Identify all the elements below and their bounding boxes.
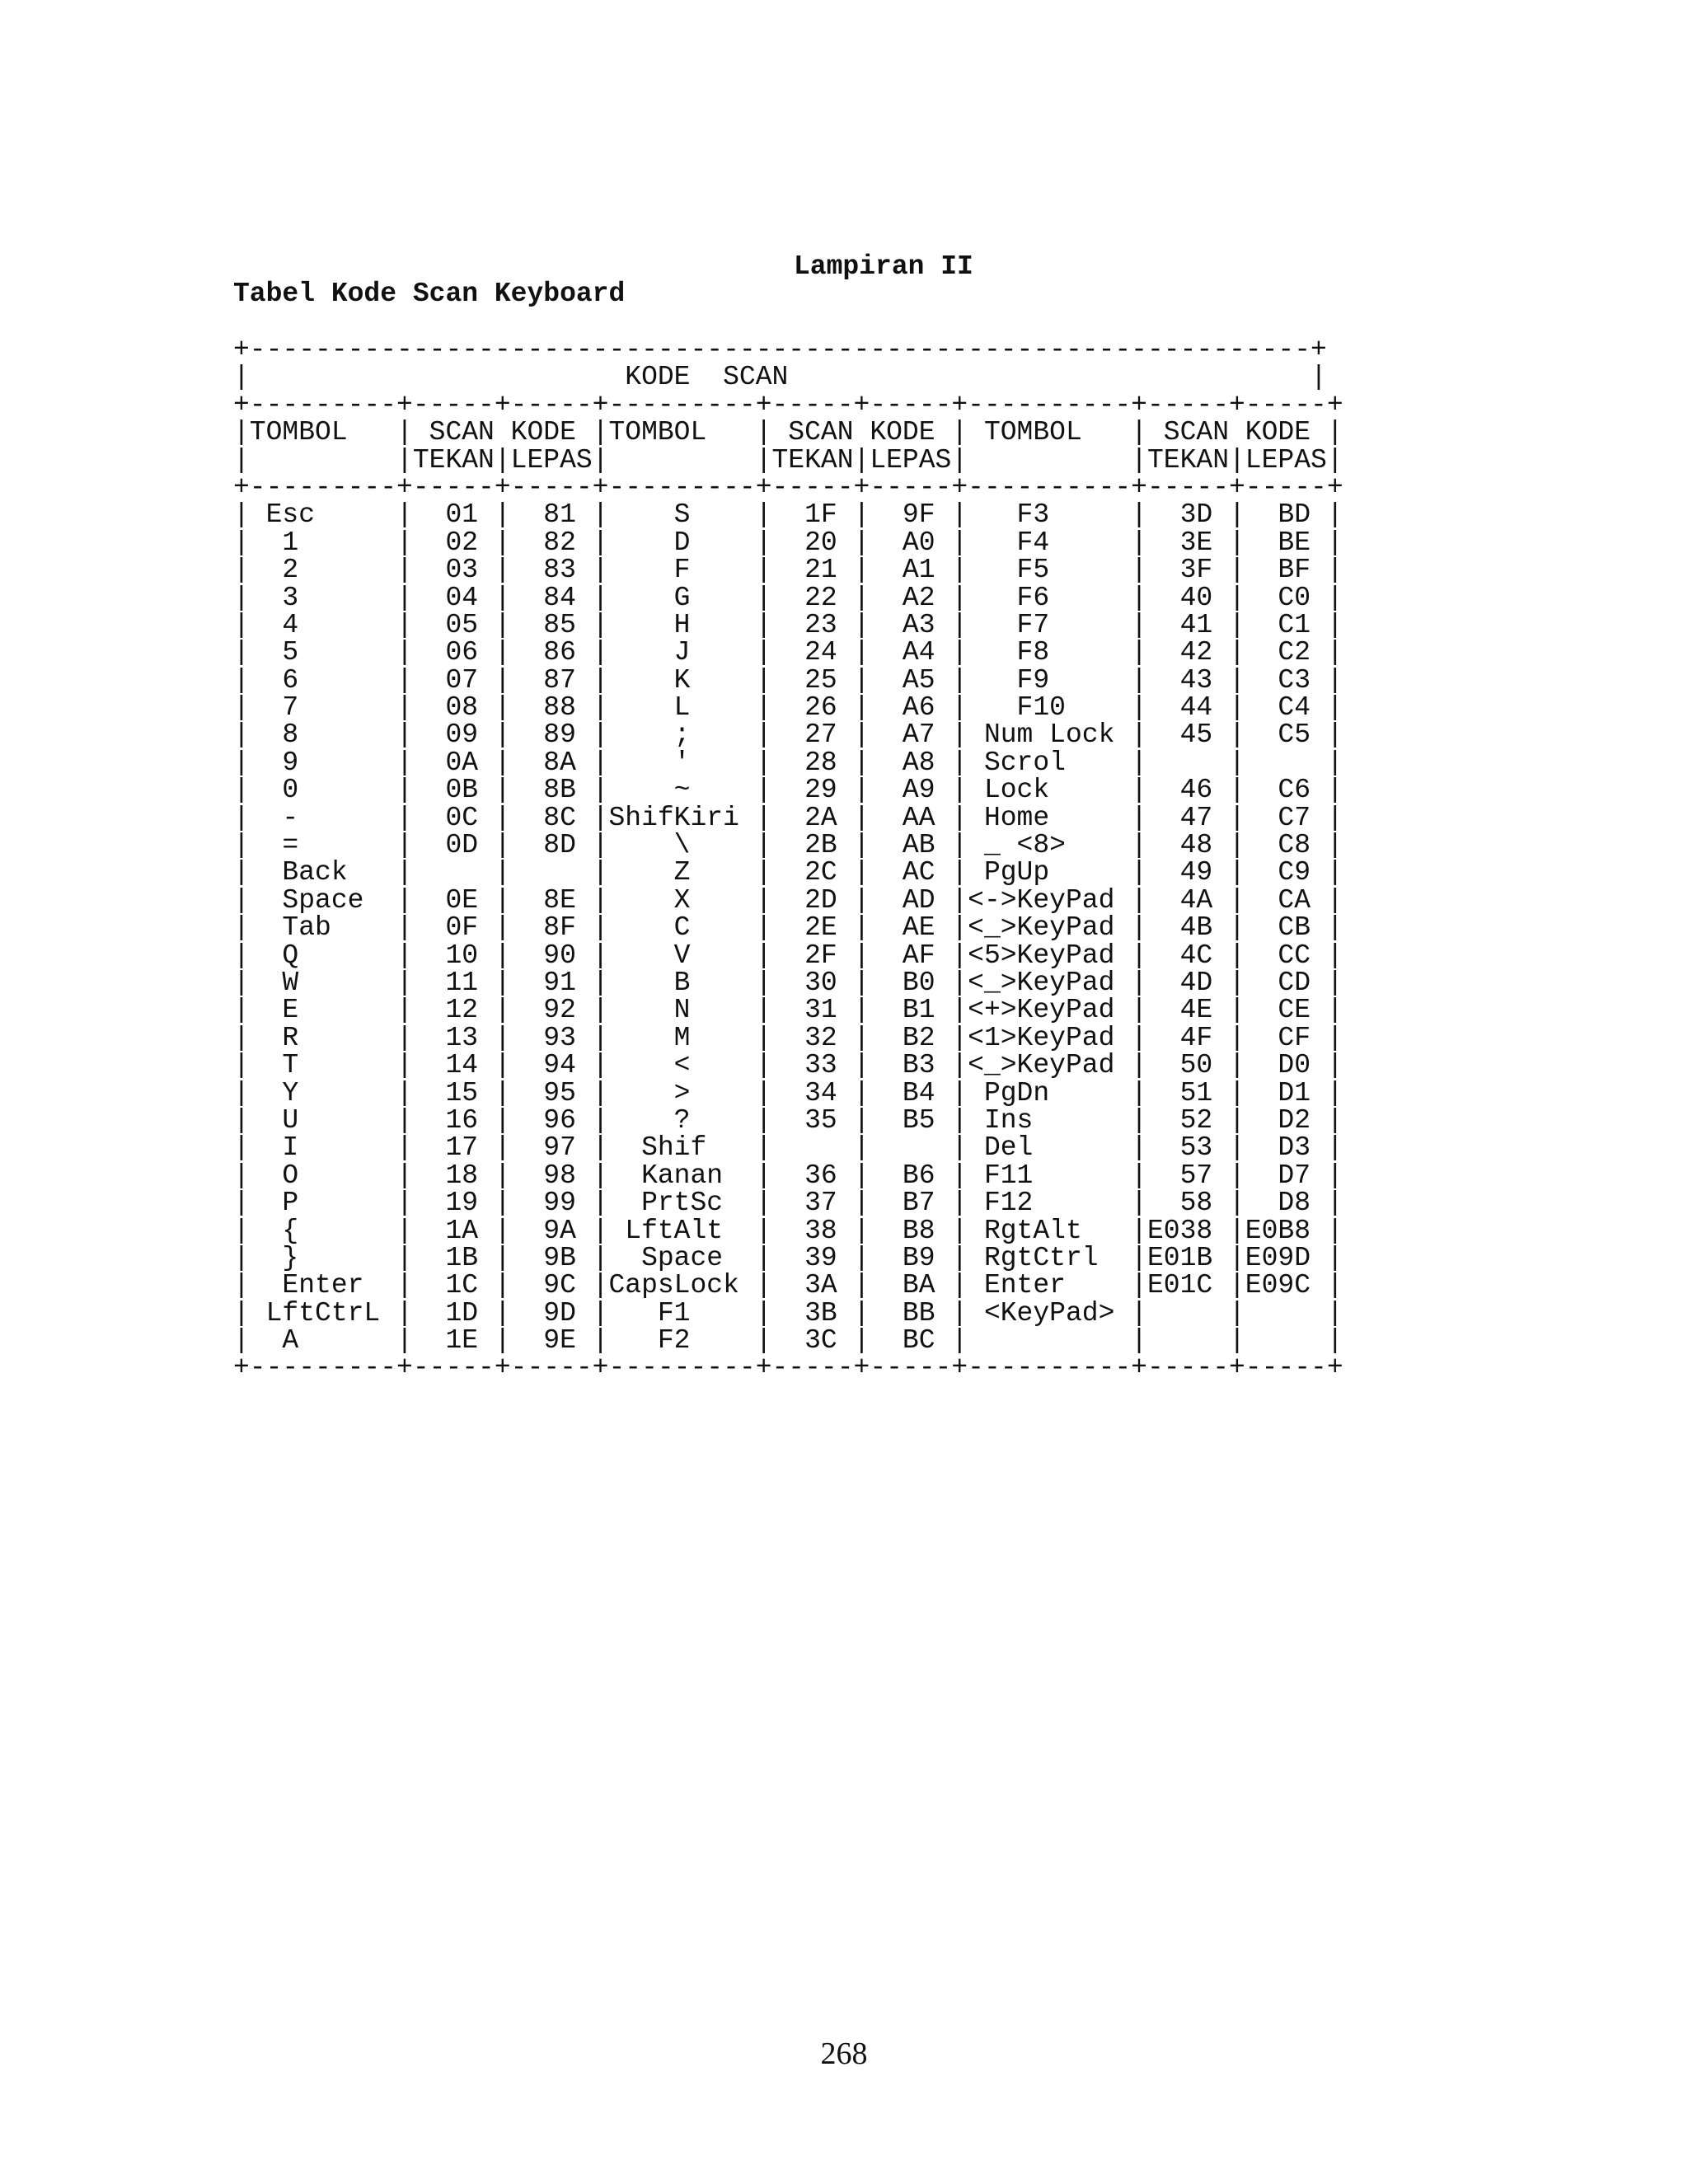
table-row: | Y | 15 | 95 | > | 34 | B4 | PgDn | 51 | D1 |: [233, 1077, 1343, 1108]
table-row: | KODE SCAN |: [233, 362, 1327, 393]
document-title: Tabel Kode Scan Keyboard: [233, 279, 626, 309]
table-row: | |TEKAN|LEPAS| |TEKAN|LEPAS| |TEKAN|LEPAS|: [233, 444, 1343, 476]
table-row: | Tab | 0F | 8F | C | 2E | AE |<_>KeyPad | 4B | CB |: [233, 912, 1343, 944]
table-row: | = | 0D | 8D | \ | 2B | AB | _ <8> | 48 | C8 |: [233, 830, 1343, 861]
table-row: | 5 | 06 | 86 | J | 24 | A4 | F8 | 42 | C2 |: [233, 637, 1343, 668]
table-row: | P | 19 | 99 | PrtSc | 37 | B7 | F12 | 58 | D8 |: [233, 1188, 1343, 1219]
table-row: | Esc | 01 | 81 | S | 1F | 9F | F3 | 3D | BD |: [233, 499, 1343, 531]
table-row: +---------+-----+-----+---------+-----+-----+----------+-----+-----+: [233, 389, 1343, 420]
table-row: | 9 | 0A | 8A | ' | 28 | A8 | Scrol | | |: [233, 747, 1343, 778]
table-row: | 2 | 03 | 83 | F | 21 | A1 | F5 | 3F | BF |: [233, 555, 1343, 586]
table-row: +---------+-----+-----+---------+-----+-----+----------+-----+-----+: [233, 1352, 1343, 1384]
table-row: | 8 | 09 | 89 | ; | 27 | A7 | Num Lock | 45 | C5 |: [233, 719, 1343, 751]
table-row: | { | 1A | 9A | LftAlt | 38 | B8 | RgtAlt |E038 |E0B8 |: [233, 1215, 1343, 1246]
table-row: | 7 | 08 | 88 | L | 26 | A6 | F10 | 44 | C4 |: [233, 692, 1343, 724]
scan-code-table: [233, 336, 1343, 1382]
table-row: | Space | 0E | 8E | X | 2D | AD |<->KeyPad | 4A | CA |: [233, 884, 1343, 916]
table-row: | 4 | 05 | 85 | H | 23 | A3 | F7 | 41 | C1 |: [233, 609, 1343, 640]
table-row: | Back | | | Z | 2C | AC | PgUp | 49 | C9 |: [233, 857, 1343, 888]
table-row: |TOMBOL | SCAN KODE |TOMBOL | SCAN KODE | TOMBOL | SCAN KODE |: [233, 417, 1343, 448]
table-row: | O | 18 | 98 | Kanan | 36 | B6 | F11 | 57 | D7 |: [233, 1160, 1343, 1191]
table-row: +-----------------------------------------------------------------+: [233, 335, 1327, 365]
page-number: 268: [820, 2036, 868, 2071]
table-row: | 6 | 07 | 87 | K | 25 | A5 | F9 | 43 | C3 |: [233, 664, 1343, 696]
table-row: +---------+-----+-----+---------+-----+-----+----------+-----+-----+: [233, 471, 1343, 503]
table-row: | 0 | 0B | 8B | ~ | 29 | A9 | Lock | 46 | C6 |: [233, 775, 1343, 806]
table-row: | E | 12 | 92 | N | 31 | B1 |<+>KeyPad | 4E | CE |: [233, 995, 1343, 1026]
appendix-label: Lampiran II: [794, 251, 973, 282]
table-row: | } | 1B | 9B | Space | 39 | B9 | RgtCtrl |E01B |E09D |: [233, 1242, 1343, 1273]
table-row: | A | 1E | 9E | F2 | 3C | BC | | | |: [233, 1325, 1343, 1357]
table-row: | R | 13 | 93 | M | 32 | B2 |<1>KeyPad | 4F | CF |: [233, 1022, 1343, 1053]
table-row: | 3 | 04 | 84 | G | 22 | A2 | F6 | 40 | C0 |: [233, 582, 1343, 613]
table-row: | 1 | 02 | 82 | D | 20 | A0 | F4 | 3E | BE |: [233, 527, 1343, 558]
table-row: | U | 16 | 96 | ? | 35 | B5 | Ins | 52 | D2 |: [233, 1104, 1343, 1136]
table-row: | Enter | 1C | 9C |CapsLock | 3A | BA | Enter |E01C |E09C |: [233, 1270, 1343, 1301]
table-row: | Q | 10 | 90 | V | 2F | AF |<5>KeyPad | 4C | CC |: [233, 940, 1343, 971]
table-row: | W | 11 | 91 | B | 30 | B0 |<_>KeyPad | 4D | CD |: [233, 967, 1343, 998]
table-row: | LftCtrL | 1D | 9D | F1 | 3B | BB | <KeyPad> | | |: [233, 1297, 1343, 1329]
table-row: | - | 0C | 8C |ShifKiri | 2A | AA | Home | 47 | C7 |: [233, 802, 1343, 833]
table-row: | I | 17 | 97 | Shif | | | Del | 53 | D3 |: [233, 1132, 1343, 1164]
table-row: | T | 14 | 94 | < | 33 | B3 |<_>KeyPad | 50 | D0 |: [233, 1050, 1343, 1081]
